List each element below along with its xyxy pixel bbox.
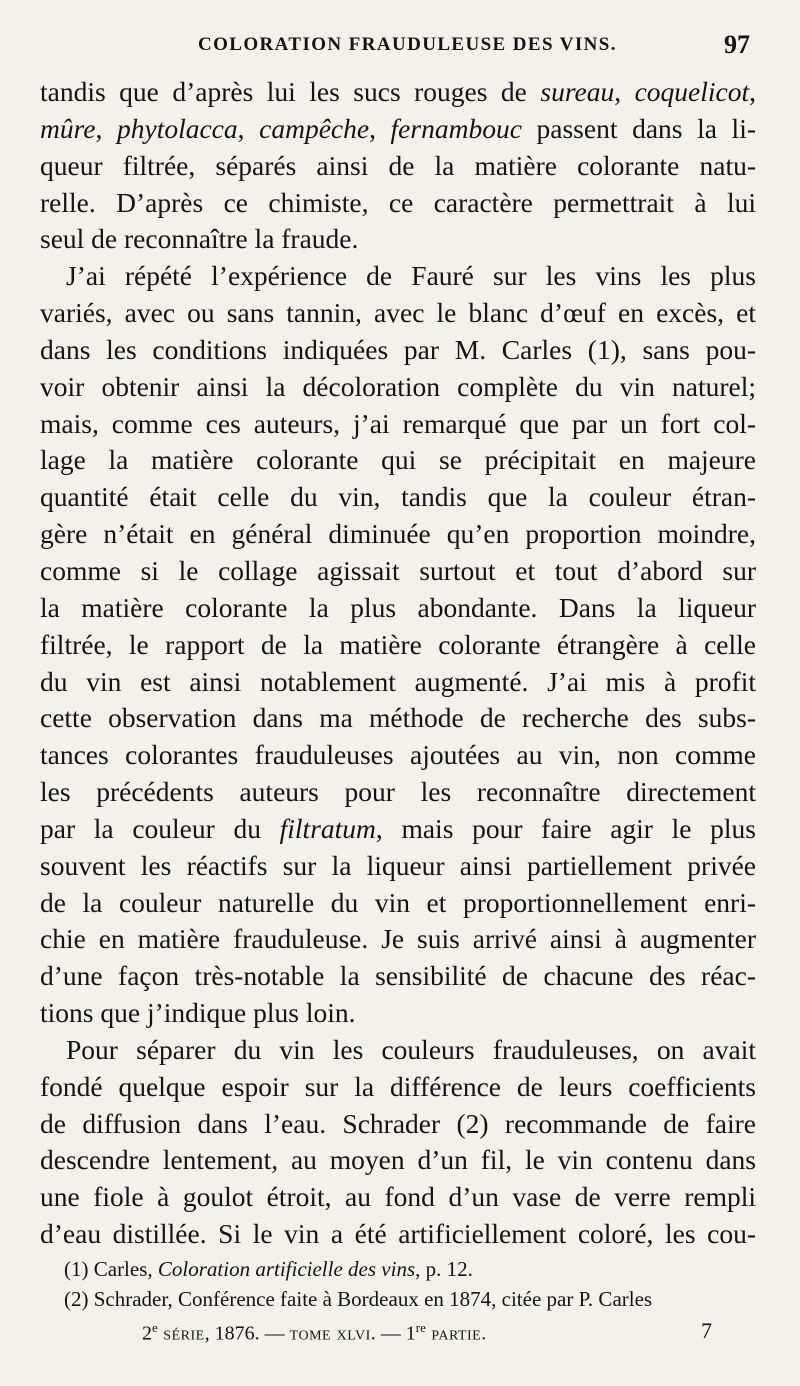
italic-title: Coloration artificielle des vins [157,1257,416,1281]
text-line: gère n’était en général diminuée qu’en proportion moindre, [40,518,756,550]
italic-term: campêche [259,112,370,144]
italic-term: phytolacca [116,112,238,144]
text-line: fondé quelque espoir sur la différence de leurs coefficients [40,1070,756,1102]
text-run: , [369,112,391,144]
text-line: mais, comme ces auteurs, j’ai remarqué que par un fort col- [40,407,756,439]
text-run: , [237,112,260,144]
text-line [40,111,756,148]
text-run: tome xlvi [289,1322,371,1345]
text-line: cette observation dans ma méthode de recherche des subs- [40,702,756,734]
running-head-title: COLORATION FRAUDULEUSE DES VINS. [198,34,617,55]
italic-term: coquelicot [634,76,750,107]
text-run: passent dans la li- [521,112,756,144]
text-line: tions que j’indique plus loin. [40,997,356,1029]
text-line: tances colorantes frauduleuses ajoutées au vin, non comme [40,739,756,771]
text-run: (1) Carles, [64,1257,158,1281]
footnote-2: (2) Schrader, Conférence faite à Bordeaux en 1874, citée par P. Carles [64,1287,653,1311]
text-line: lage la matière colorante qui se précipitait en majeure [40,444,756,476]
text-run: , mais pour faire agir le plus [375,812,756,844]
text-run: , [95,112,117,144]
text-line: souvent les réactifs sur la liqueur ainsi partiellement privée [40,849,756,881]
text-run: , p. 12. [415,1257,473,1281]
text-run: par la couleur du [40,812,280,844]
text-line: la matière colorante la plus abondante. Dans la liqueur [40,591,756,623]
paragraph-first-line: Pour séparer du vin les couleurs frauduleuses, on avait [66,1033,756,1065]
text-line: quantité était celle du vin, tandis que la couleur étran- [40,481,756,513]
text-line: variés, avec ou sans tannin, avec le blanc d’œuf en excès, et [40,297,756,329]
page-number: 97 [724,30,750,59]
footnote-1 [64,1254,764,1284]
text-run: . — [370,1322,406,1345]
signature-text [142,1320,487,1346]
italic-term: fernambouc [390,112,522,144]
footnotes [64,1254,764,1314]
italic-term: mûre [40,112,96,144]
text-line: d’une façon très-notable la sensibilité de chacune des réac- [40,960,756,992]
paragraph-first-line: J’ai répété l’expérience de Fauré sur les vins les plus [66,260,756,292]
text-line: voir obtenir ainsi la décoloration complète du vin naturel; [40,370,756,402]
text-run: tandis que d’après lui les sucs rouges de [40,76,541,107]
text-line: comme si le collage agissait surtout et tout d’abord sur [40,554,756,586]
text-run: 2 [142,1322,152,1345]
text-run: partie. [425,1322,487,1345]
text-run: , 1876. — [204,1322,290,1345]
text-run: 1 [405,1322,416,1345]
text-line: relle. D’après ce chimiste, ce caractère permettrait à lui [40,186,756,218]
text-line: d’eau distillée. Si le vin a été artificiellement coloré, les cou- [40,1218,756,1250]
text-line: de diffusion dans l’eau. Schrader (2) recommande de faire [40,1107,756,1139]
text-line: seul de reconnaître la fraude. [40,223,359,255]
text-line: descendre lentement, au moyen d’un fil, le vin contenu dans [40,1144,756,1176]
text-line: dans les conditions indiquées par M. Carles (1), sans pou- [40,333,756,365]
text-run: , [749,76,756,107]
text-line [40,74,756,111]
text-line: de la couleur naturelle du vin et proportionnellement enri- [40,886,756,918]
text-line [40,811,756,848]
text-line: filtrée, le rapport de la matière colorante étrangère à celle [40,628,756,660]
superscript: re [415,1320,426,1335]
text-line: queur filtrée, séparés ainsi de la matière colorante natu- [40,149,756,181]
text-line: chie en matière frauduleuse. Je suis arrivé ainsi à augmenter [40,923,756,955]
body-text [40,74,756,1253]
italic-term: filtratum [279,812,376,844]
running-head [46,30,760,66]
text-line: du vin est ainsi notablement augmenté. J’ai mis à profit [40,665,756,697]
text-line: les précédents auteurs pour les reconnaître directement [40,776,756,808]
text-run: , [614,76,635,107]
text-run: série [157,1322,205,1345]
sheet-number: 7 [701,1318,712,1343]
text-line: une fiole à goulot étroit, au fond d’un vase de verre rempli [40,1181,756,1213]
italic-term: sureau [540,76,615,107]
superscript: e [152,1320,158,1335]
